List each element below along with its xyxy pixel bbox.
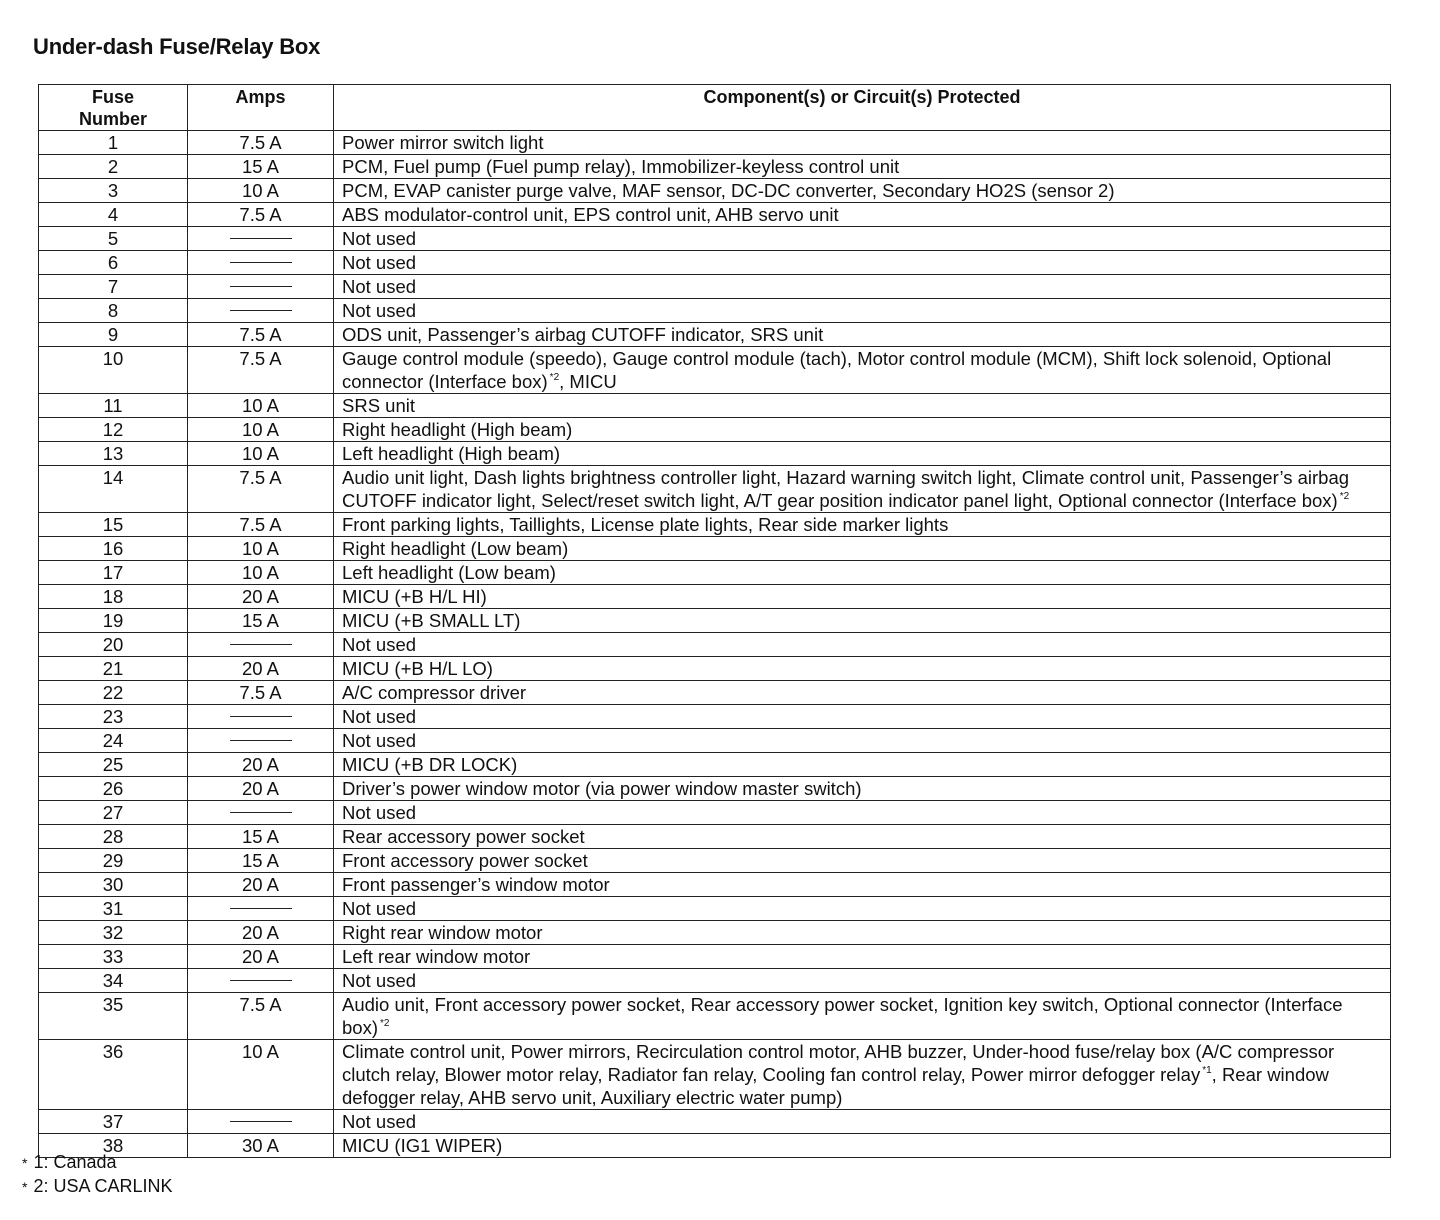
fuse-row (39, 537, 1391, 561)
fuse-number-cell: 28 (39, 825, 188, 849)
fuse-row (39, 969, 1391, 993)
fuse-row (39, 394, 1391, 418)
fuse-row (39, 299, 1391, 323)
component-text: Driver’s power window motor (via power window master switch) (342, 778, 862, 799)
fuse-number-cell: 33 (39, 945, 188, 969)
fuse-amps-cell: 10 A (188, 537, 334, 561)
component-text: Front accessory power socket (342, 850, 588, 871)
fuse-number-cell: 21 (39, 657, 188, 681)
fuse-amps-cell (188, 275, 334, 299)
fuse-number-cell: 13 (39, 442, 188, 466)
fuse-row (39, 777, 1391, 801)
fuse-row (39, 657, 1391, 681)
fuse-table (38, 84, 1391, 1158)
fuse-number-cell: 3 (39, 179, 188, 203)
component-text: A/C compressor driver (342, 682, 527, 703)
footnote-ref: *2 (549, 372, 560, 383)
component-text: Not used (342, 706, 417, 727)
fuse-amps-cell: 10 A (188, 394, 334, 418)
component-text: ODS unit, Passenger’s airbag CUTOFF indicator, SRS unit (342, 324, 824, 345)
fuse-component-cell (334, 442, 1391, 466)
fuse-number-cell: 17 (39, 561, 188, 585)
fuse-number-cell: 1 (39, 131, 188, 155)
fuse-amps-cell: 7.5 A (188, 323, 334, 347)
fuse-row (39, 1134, 1391, 1158)
fuse-component-cell (334, 418, 1391, 442)
empty-amps-dash (230, 812, 292, 813)
fuse-component-cell (334, 347, 1391, 394)
fuse-component-cell (334, 609, 1391, 633)
fuse-row (39, 347, 1391, 394)
component-text: MICU (+B DR LOCK) (342, 754, 518, 775)
fuse-amps-cell: 15 A (188, 155, 334, 179)
component-text: Right headlight (High beam) (342, 419, 573, 440)
fuse-number-cell: 11 (39, 394, 188, 418)
fuse-component-cell (334, 921, 1391, 945)
fuse-row (39, 921, 1391, 945)
footnote-1 (22, 1151, 173, 1175)
footnote-ref: *1 (1202, 1065, 1212, 1076)
fuse-amps-cell: 20 A (188, 753, 334, 777)
fuse-number-cell: 6 (39, 251, 188, 275)
component-text: SRS unit (342, 395, 416, 416)
fuse-number-cell: 15 (39, 513, 188, 537)
fuse-number-cell: 23 (39, 705, 188, 729)
fuse-row (39, 873, 1391, 897)
footnotes (22, 1151, 173, 1199)
fuse-component-cell (334, 585, 1391, 609)
fuse-component-cell (334, 705, 1391, 729)
component-text: Left rear window motor (342, 946, 531, 967)
fuse-amps-cell: 7.5 A (188, 681, 334, 705)
empty-amps-dash (230, 908, 292, 909)
fuse-amps-cell: 15 A (188, 609, 334, 633)
component-text: Not used (342, 802, 417, 823)
empty-amps-dash (230, 644, 292, 645)
fuse-row (39, 729, 1391, 753)
component-text-continued: , MICU (559, 371, 617, 392)
fuse-amps-cell (188, 705, 334, 729)
fuse-amps-cell: 20 A (188, 777, 334, 801)
fuse-amps-cell: 20 A (188, 873, 334, 897)
fuse-number-cell: 10 (39, 347, 188, 394)
fuse-number-cell: 20 (39, 633, 188, 657)
component-text: Front passenger’s window motor (342, 874, 610, 895)
fuse-number-cell: 14 (39, 466, 188, 513)
fuse-amps-cell: 10 A (188, 1040, 334, 1110)
fuse-number-cell: 4 (39, 203, 188, 227)
fuse-component-cell (334, 873, 1391, 897)
fuse-component-cell (334, 825, 1391, 849)
fuse-table-header (39, 85, 1391, 131)
fuse-amps-cell (188, 1110, 334, 1134)
fuse-amps-cell (188, 729, 334, 753)
component-text: Right rear window motor (342, 922, 543, 943)
fuse-number-cell: 31 (39, 897, 188, 921)
fuse-amps-cell (188, 897, 334, 921)
fuse-row (39, 466, 1391, 513)
fuse-amps-cell (188, 227, 334, 251)
fuse-component-cell (334, 1134, 1391, 1158)
page-title: Under-dash Fuse/Relay Box (33, 34, 321, 59)
empty-amps-dash (230, 262, 292, 263)
fuse-row (39, 323, 1391, 347)
fuse-component-cell (334, 897, 1391, 921)
fuse-row (39, 945, 1391, 969)
fuse-number-cell: 5 (39, 227, 188, 251)
component-text: Power mirror switch light (342, 132, 544, 153)
component-text: Not used (342, 634, 417, 655)
component-text: PCM, Fuel pump (Fuel pump relay), Immobilizer-keyless control unit (342, 156, 900, 177)
fuse-amps-cell: 20 A (188, 921, 334, 945)
fuse-component-cell (334, 179, 1391, 203)
fuse-table-body (39, 131, 1391, 1158)
empty-amps-dash (230, 1121, 292, 1122)
fuse-number-cell: 32 (39, 921, 188, 945)
fuse-component-cell (334, 729, 1391, 753)
footnote-text: 2: USA CARLINK (33, 1176, 173, 1196)
fuse-component-cell (334, 155, 1391, 179)
fuse-number-cell: 29 (39, 849, 188, 873)
fuse-number-cell: 36 (39, 1040, 188, 1110)
fuse-component-cell (334, 681, 1391, 705)
fuse-row (39, 705, 1391, 729)
fuse-amps-cell: 10 A (188, 179, 334, 203)
fuse-amps-cell: 20 A (188, 657, 334, 681)
fuse-number-cell: 2 (39, 155, 188, 179)
component-text: MICU (+B SMALL LT) (342, 610, 521, 631)
fuse-number-cell: 35 (39, 993, 188, 1040)
fuse-amps-cell (188, 299, 334, 323)
component-text: Not used (342, 730, 417, 751)
footnote-ref: *2 (380, 1018, 390, 1029)
component-text: PCM, EVAP canister purge valve, MAF sensor, DC-DC converter, Secondary HO2S (sensor 2) (342, 180, 1115, 201)
component-text: MICU (IG1 WIPER) (342, 1135, 503, 1156)
fuse-component-cell (334, 299, 1391, 323)
component-text: Audio unit, Front accessory power socket, Rear accessory power socket, Ignition key switch, Optional connector (Interface box) (342, 994, 1343, 1038)
header-amps: Amps (188, 85, 334, 131)
fuse-number-cell: 34 (39, 969, 188, 993)
fuse-number-cell: 7 (39, 275, 188, 299)
fuse-component-cell (334, 777, 1391, 801)
fuse-number-cell: 19 (39, 609, 188, 633)
fuse-number-cell: 25 (39, 753, 188, 777)
fuse-amps-cell: 7.5 A (188, 131, 334, 155)
fuse-component-cell (334, 227, 1391, 251)
fuse-number-cell: 22 (39, 681, 188, 705)
fuse-row (39, 418, 1391, 442)
empty-amps-dash (230, 238, 292, 239)
component-text: Not used (342, 228, 417, 249)
fuse-row (39, 227, 1391, 251)
fuse-component-cell (334, 1110, 1391, 1134)
empty-amps-dash (230, 286, 292, 287)
component-text: Left headlight (High beam) (342, 443, 561, 464)
fuse-amps-cell: 20 A (188, 945, 334, 969)
fuse-number-cell: 30 (39, 873, 188, 897)
component-text: Not used (342, 300, 417, 321)
fuse-row (39, 681, 1391, 705)
component-text: Not used (342, 898, 417, 919)
fuse-amps-cell (188, 969, 334, 993)
fuse-component-cell (334, 753, 1391, 777)
component-text: Not used (342, 970, 417, 991)
fuse-component-cell (334, 131, 1391, 155)
fuse-row (39, 993, 1391, 1040)
fuse-number-cell: 16 (39, 537, 188, 561)
fuse-number-cell: 27 (39, 801, 188, 825)
footnote-2 (22, 1175, 173, 1199)
header-row (39, 85, 1391, 131)
fuse-amps-cell (188, 633, 334, 657)
fuse-row (39, 131, 1391, 155)
fuse-amps-cell (188, 251, 334, 275)
empty-amps-dash (230, 310, 292, 311)
fuse-amps-cell: 7.5 A (188, 993, 334, 1040)
fuse-component-cell (334, 993, 1391, 1040)
component-text: Audio unit light, Dash lights brightness controller light, Hazard warning switch light, Climate control unit, Passenger’s airbag CUTOFF indicator light, Select/reset switch light, A/T gear position indicator panel light, Optional connector (Interface box) (342, 467, 1350, 511)
footnote-marker: * (22, 1179, 28, 1195)
fuse-component-cell (334, 969, 1391, 993)
empty-amps-dash (230, 980, 292, 981)
fuse-component-cell (334, 513, 1391, 537)
fuse-component-cell (334, 801, 1391, 825)
fuse-amps-cell: 7.5 A (188, 347, 334, 394)
fuse-number-cell: 9 (39, 323, 188, 347)
footnote-marker: * (22, 1155, 28, 1171)
fuse-row (39, 825, 1391, 849)
component-text: Not used (342, 1111, 417, 1132)
fuse-number-cell: 26 (39, 777, 188, 801)
fuse-component-cell (334, 394, 1391, 418)
component-text: Climate control unit, Power mirrors, Recirculation control motor, AHB buzzer, Under-hood fuse/relay box (A/C compressor clutch relay, Blower motor relay, Radiator fan relay, Cooling fan control relay, Power mirror defogger relay (342, 1041, 1335, 1085)
component-text: Gauge control module (speedo), Gauge control module (tach), Motor control module (MCM), Shift lock solenoid, Optional connector (Interface box) (342, 348, 1332, 392)
fuse-number-cell: 37 (39, 1110, 188, 1134)
fuse-component-cell (334, 849, 1391, 873)
fuse-amps-cell: 10 A (188, 561, 334, 585)
fuse-component-cell (334, 633, 1391, 657)
fuse-amps-cell: 10 A (188, 418, 334, 442)
fuse-amps-cell: 10 A (188, 442, 334, 466)
component-text: Not used (342, 252, 417, 273)
footnote-text: 1: Canada (33, 1152, 117, 1172)
fuse-amps-cell: 7.5 A (188, 466, 334, 513)
empty-amps-dash (230, 740, 292, 741)
fuse-row (39, 897, 1391, 921)
component-text: Right headlight (Low beam) (342, 538, 569, 559)
fuse-row (39, 609, 1391, 633)
fuse-row (39, 585, 1391, 609)
fuse-row (39, 155, 1391, 179)
fuse-row (39, 849, 1391, 873)
fuse-row (39, 251, 1391, 275)
fuse-row (39, 179, 1391, 203)
fuse-number-cell: 8 (39, 299, 188, 323)
fuse-row (39, 1040, 1391, 1110)
fuse-row (39, 513, 1391, 537)
footnote-ref: *2 (1339, 491, 1350, 502)
fuse-row (39, 203, 1391, 227)
component-text: Not used (342, 276, 417, 297)
fuse-number-cell: 12 (39, 418, 188, 442)
header-fuse-number (39, 85, 188, 131)
empty-amps-dash (230, 716, 292, 717)
component-text: MICU (+B H/L LO) (342, 658, 493, 679)
header-component: Component(s) or Circuit(s) Protected (334, 85, 1391, 131)
component-text: ABS modulator-control unit, EPS control unit, AHB servo unit (342, 204, 839, 225)
fuse-amps-cell: 20 A (188, 585, 334, 609)
fuse-number-cell: 38 (39, 1134, 188, 1158)
fuse-component-cell (334, 466, 1391, 513)
component-text-continued: , Rear window defogger relay, AHB servo unit, Auxiliary electric water pump) (342, 1064, 1329, 1108)
component-text: Left headlight (Low beam) (342, 562, 556, 583)
fuse-amps-cell: 30 A (188, 1134, 334, 1158)
fuse-component-cell (334, 275, 1391, 299)
fuse-component-cell (334, 203, 1391, 227)
fuse-component-cell (334, 657, 1391, 681)
fuse-row (39, 801, 1391, 825)
component-text: Front parking lights, Taillights, License plate lights, Rear side marker lights (342, 514, 949, 535)
component-text: MICU (+B H/L HI) (342, 586, 487, 607)
fuse-row (39, 442, 1391, 466)
fuse-row (39, 561, 1391, 585)
fuse-row (39, 1110, 1391, 1134)
fuse-amps-cell: 7.5 A (188, 203, 334, 227)
fuse-component-cell (334, 561, 1391, 585)
fuse-amps-cell: 7.5 A (188, 513, 334, 537)
fuse-component-cell (334, 251, 1391, 275)
fuse-component-cell (334, 537, 1391, 561)
header-fuse-number-label: Fuse Number (78, 87, 147, 129)
fuse-number-cell: 18 (39, 585, 188, 609)
component-text: Rear accessory power socket (342, 826, 585, 847)
fuse-row (39, 275, 1391, 299)
fuse-amps-cell: 15 A (188, 825, 334, 849)
fuse-row (39, 633, 1391, 657)
fuse-amps-cell: 15 A (188, 849, 334, 873)
fuse-number-cell: 24 (39, 729, 188, 753)
fuse-component-cell (334, 323, 1391, 347)
fuse-row (39, 753, 1391, 777)
fuse-amps-cell (188, 801, 334, 825)
fuse-component-cell (334, 1040, 1391, 1110)
fuse-component-cell (334, 945, 1391, 969)
